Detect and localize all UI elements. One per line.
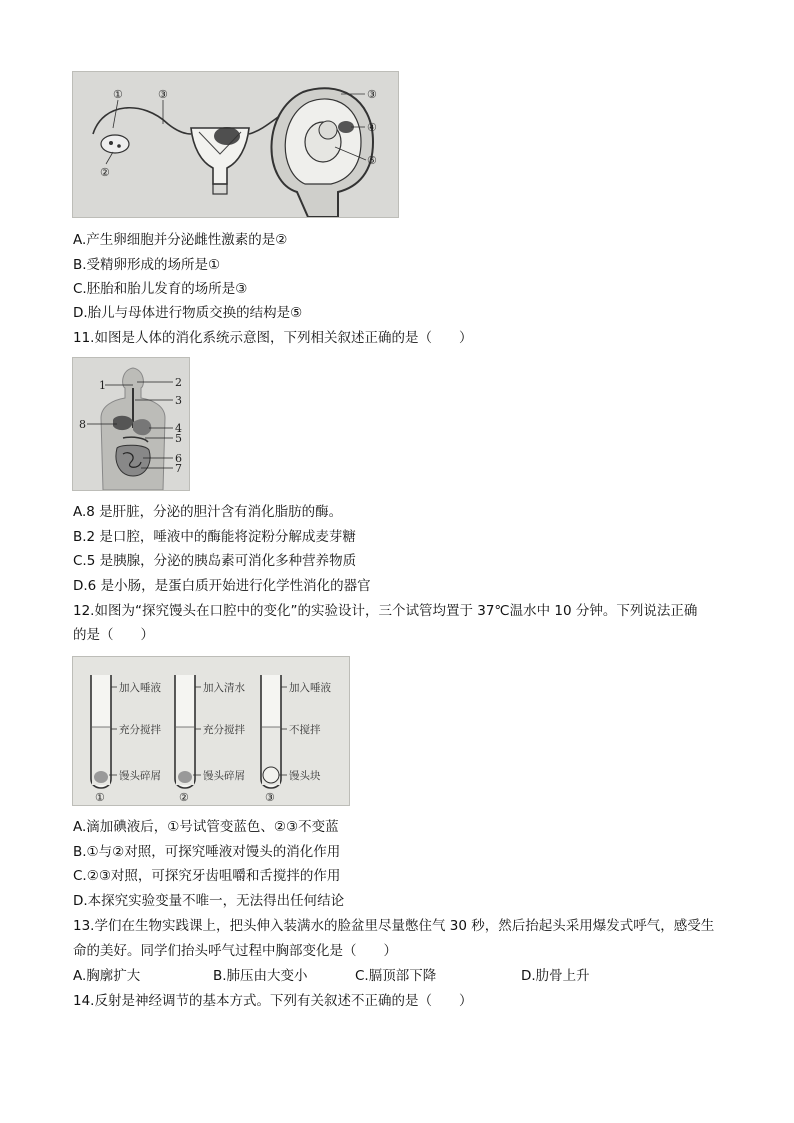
q13-option-c: C.膈顶部下降 xyxy=(355,968,437,984)
q13-stem-line2: 命的美好。同学们抬头呼气过程中胸部变化是（ ） xyxy=(73,943,397,959)
tube3-content: 馒头块 xyxy=(289,770,321,782)
q10-option-a: A.产生卵细胞并分泌雌性激素的是② xyxy=(73,232,288,248)
q12-option-a: A.滴加碘液后，①号试管变蓝色、②③不变蓝 xyxy=(73,819,339,835)
q11-stem: 11.如图是人体的消化系统示意图，下列相关叙述正确的是（ ） xyxy=(73,330,473,346)
reproductive-system-figure xyxy=(72,71,399,218)
test-tubes-figure xyxy=(72,656,350,806)
q12-option-b: B.①与②对照，可探究唾液对馒头的消化作用 xyxy=(73,844,341,860)
q13-option-b: B.肺压由大变小 xyxy=(213,968,308,984)
tube3-stir: 不搅拌 xyxy=(289,724,321,736)
q12-stem-line1: 12.如图为“探究馒头在口腔中的变化”的实验设计，三个试管均置于 37℃温水中 10 分钟。下列说法正确 xyxy=(73,603,698,619)
digest-label-5: 5 xyxy=(175,432,182,445)
tube2-stir: 充分搅拌 xyxy=(203,724,245,736)
q10-option-c: C.胚胎和胎儿发育的场所是③ xyxy=(73,281,248,297)
label-2: ② xyxy=(100,166,110,179)
tube1-stir: 充分搅拌 xyxy=(119,724,161,736)
q12-stem-line2: 的是（ ） xyxy=(73,627,154,643)
q14-stem: 14.反射是神经调节的基本方式。下列有关叙述不正确的是（ ） xyxy=(73,993,473,1009)
digest-label-8: 8 xyxy=(79,418,86,431)
digest-label-4: 4 xyxy=(175,422,182,435)
label-4: ④ xyxy=(367,121,377,134)
label-5: ⑤ xyxy=(367,154,377,167)
digest-label-6: 6 xyxy=(175,452,182,465)
tube2-num: ② xyxy=(179,791,189,804)
label-1: ① xyxy=(113,88,123,101)
q13-stem-line1: 13.学们在生物实践课上，把头伸入装满水的脸盆里尽量憋住气 30 秒，然后抬起头采用爆发式呼气，感受生 xyxy=(73,918,715,934)
label-3: ③ xyxy=(158,88,168,101)
q11-option-c: C.5 是胰腺，分泌的胰岛素可消化多种营养物质 xyxy=(73,553,357,569)
digest-label-2: 2 xyxy=(175,376,182,389)
tube1-content: 馒头碎屑 xyxy=(119,770,161,782)
q12-option-d: D.本探究实验变量不唯一，无法得出任何结论 xyxy=(73,893,345,909)
q12-option-c: C.②③对照，可探究牙齿咀嚼和舌搅拌的作用 xyxy=(73,868,341,884)
q11-option-b: B.2 是口腔，唾液中的酶能将淀粉分解成麦芽糖 xyxy=(73,529,356,545)
q13-option-d: D.肋骨上升 xyxy=(521,968,590,984)
tube2-content: 馒头碎屑 xyxy=(203,770,245,782)
digest-label-1: 1 xyxy=(99,379,106,392)
tube2-add: 加入清水 xyxy=(203,682,245,694)
tube3-add: 加入唾液 xyxy=(289,682,331,694)
digestive-system-figure xyxy=(72,357,190,491)
tube1-add: 加入唾液 xyxy=(119,682,161,694)
digest-label-3: 3 xyxy=(175,394,182,407)
q11-option-d: D.6 是小肠，是蛋白质开始进行化学性消化的器官 xyxy=(73,578,371,594)
digest-label-7: 7 xyxy=(175,462,182,475)
q10-option-b: B.受精卵形成的场所是① xyxy=(73,257,221,273)
tube3-num: ③ xyxy=(265,791,275,804)
label-3b: ③ xyxy=(367,88,377,101)
q11-option-a: A.8 是肝脏，分泌的胆汁含有消化脂肪的酶。 xyxy=(73,504,343,520)
q10-option-d: D.胎儿与母体进行物质交换的结构是⑤ xyxy=(73,305,303,321)
q13-option-a: A.胸廓扩大 xyxy=(73,968,141,984)
tube1-num: ① xyxy=(95,791,105,804)
